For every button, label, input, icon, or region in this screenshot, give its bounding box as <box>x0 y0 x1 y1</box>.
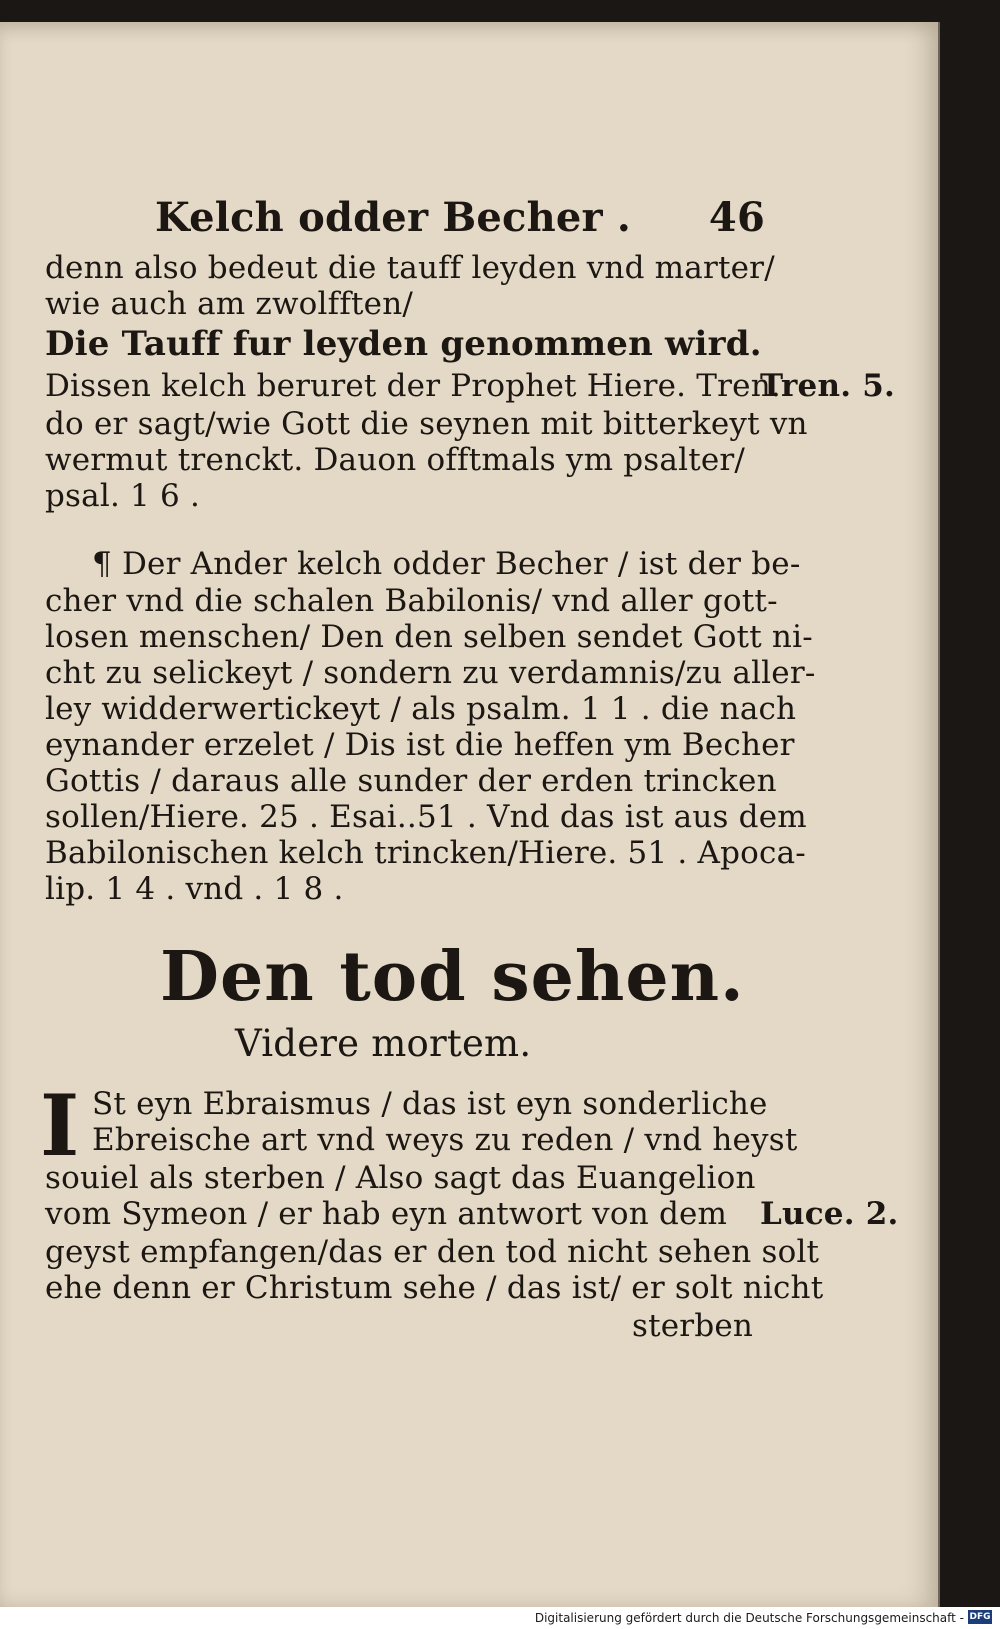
text-line: cher vnd die schalen Babilonis/ vnd aller gott- <box>45 583 778 619</box>
margin-note-luce: Luce. 2. <box>760 1196 899 1232</box>
text-line: Babilonischen kelch trincken/Hiere. 51 . Apoca- <box>45 835 806 871</box>
text-line: ehe denn er Christum sehe / das ist/ er solt nicht <box>45 1270 824 1306</box>
text-line: ley widderwertickeyt / als psalm. 1 1 . die nach <box>45 691 797 727</box>
text-line: psal. 1 6 . <box>45 478 201 514</box>
text-line: Dissen kelch beruret der Prophet Hiere. Tren. <box>45 368 781 404</box>
text-line: do er sagt/wie Gott die seynen mit bitterkeyt vn <box>45 406 808 442</box>
inline-heading: Die Tauff fur leyden genommen wird. <box>45 324 762 364</box>
text-line: geyst empfangen/das er den tod nicht sehen solt <box>45 1234 820 1270</box>
text-line: sterben <box>632 1308 754 1344</box>
section-title: Den tod sehen. <box>160 937 745 1017</box>
text-line: cht zu selickeyt / sondern zu verdamnis/zu aller- <box>45 655 816 691</box>
header-title: Kelch odder Becher . <box>155 194 632 241</box>
footer-credit: Digitalisierung gefördert durch die Deutsche Forschungsgemeinschaft - <box>534 1611 964 1625</box>
text-line: St eyn Ebraismus / das ist eyn sonderliche <box>92 1086 768 1122</box>
margin-note-tren: Tren. 5. <box>760 368 895 404</box>
page-number: 46 <box>708 194 765 241</box>
section-subtitle: Videre mortem. <box>235 1022 532 1065</box>
text-line: lip. 1 4 . vnd . 1 8 . <box>45 871 344 907</box>
dfg-logo-icon: DFG <box>969 1612 991 1622</box>
text-line: vom Symeon / er hab eyn antwort von dem <box>45 1196 728 1232</box>
text-line: losen menschen/ Den den selben sendet Gott ni- <box>45 619 813 655</box>
text-line: ¶ Der Ander kelch odder Becher / ist der be- <box>92 546 801 582</box>
book-page <box>0 22 940 1607</box>
text-line: Gottis / daraus alle sunder der erden trincken <box>45 763 777 799</box>
text-line: souiel als sterben / Also sagt das Euangelion <box>45 1160 756 1196</box>
text-line: Ebreische art vnd weys zu reden / vnd heyst <box>92 1122 798 1158</box>
digitization-footer <box>0 1607 1000 1629</box>
text-line: wie auch am zwolfften/ <box>45 286 414 322</box>
drop-cap: I <box>40 1076 80 1175</box>
text-line: wermut trenckt. Dauon offtmals ym psalter/ <box>45 442 746 478</box>
text-line: denn also bedeut die tauff leyden vnd marter/ <box>45 250 775 286</box>
text-line: eynander erzelet / Dis ist die heffen ym Becher <box>45 727 795 763</box>
text-line: sollen/Hiere. 25 . Esai..51 . Vnd das ist aus dem <box>45 799 807 835</box>
